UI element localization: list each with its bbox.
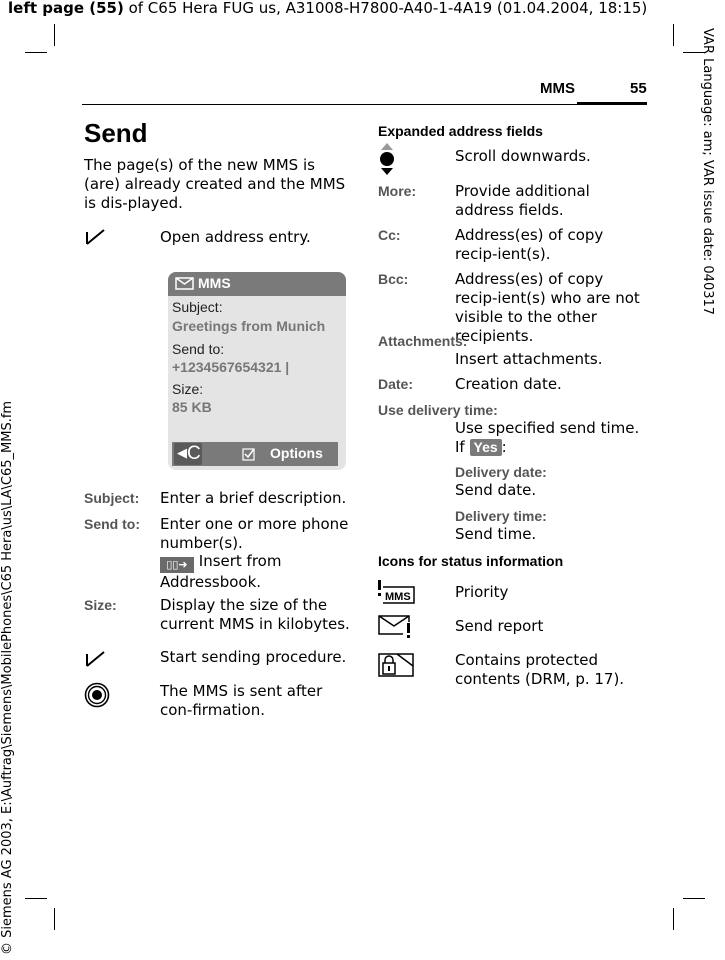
delivery-time-text: Send time.	[455, 525, 537, 543]
phone-size-label: Size:	[172, 381, 204, 397]
print-header-rest: of C65 Hera FUG us, A31008-H7800-A40-1-4A19 (01.04.2004, 18:15)	[123, 0, 648, 17]
softkey-icon	[84, 226, 108, 248]
intro-text: The page(s) of the new MMS is (are) already created and the MMS is dis-played.	[84, 156, 346, 212]
phone-sendto-label: Send to:	[172, 341, 225, 357]
size-label: Size:	[84, 597, 117, 613]
softkey-options[interactable]: Options	[270, 445, 323, 461]
header-rule	[82, 104, 577, 105]
delivery-date-label: Delivery date:	[455, 464, 547, 480]
cc-text: Address(es) of copy recip-ient(s).	[455, 226, 604, 263]
more-text: Provide additional address fields.	[455, 182, 590, 219]
print-header	[8, 0, 647, 17]
softkey-clear[interactable]	[174, 443, 202, 465]
protected-text: Contains protected contents (DRM, p. 17).	[455, 651, 625, 688]
mms-envelope-icon	[175, 277, 195, 291]
navigation-key-icon	[84, 682, 110, 708]
phone-display	[168, 272, 346, 470]
if-text: If	[455, 438, 465, 456]
priority-mms-icon	[377, 579, 417, 605]
scroll-text: Scroll downwards.	[455, 147, 591, 165]
header-rule-thick	[577, 102, 647, 105]
more-label: More:	[378, 183, 417, 199]
softkey-clear-label: C	[187, 443, 201, 464]
page-title: Send	[84, 118, 148, 148]
phone-sendto-value: +1234567654321 |	[172, 359, 290, 375]
yes-badge: Yes	[470, 439, 502, 456]
open-address-text: Open address entry.	[160, 228, 311, 246]
bcc-label: Bcc:	[378, 271, 409, 287]
confirmation-text: The MMS is sent after con-firmation.	[160, 682, 323, 719]
crop-mark	[54, 24, 55, 46]
side-text-right: VAR Language: am; VAR issue date: 040317	[700, 28, 715, 316]
expanded-heading: Expanded address fields	[378, 123, 543, 139]
softkey-icon	[84, 648, 108, 670]
crop-mark	[54, 908, 55, 930]
svg-text:MMS: MMS	[385, 591, 411, 603]
date-label: Date:	[378, 376, 414, 392]
cc-label: Cc:	[378, 227, 401, 243]
sendto-label: Send to:	[84, 516, 140, 532]
scroll-down-icon	[377, 142, 397, 176]
subject-text: Enter a brief description.	[160, 489, 347, 507]
page-number: 55	[630, 80, 647, 97]
attachments-label: Attachments:	[378, 333, 468, 349]
send-report-icon	[377, 613, 417, 639]
crop-mark	[673, 24, 674, 46]
crop-mark	[25, 52, 47, 53]
clear-arrow-icon: ◀	[177, 446, 187, 461]
delivery-text: Use specified send time.	[455, 419, 640, 437]
attachments-text: Insert attachments.	[455, 350, 603, 368]
addressbook-icon: ▯▯➜	[160, 557, 194, 573]
delivery-label: Use delivery time:	[378, 402, 498, 418]
crop-mark	[25, 898, 47, 899]
send-report-text: Send report	[455, 617, 544, 635]
phone-subject-value: Greetings from Munich	[172, 318, 326, 334]
size-text: Display the size of the current MMS in kilobytes.	[160, 596, 350, 633]
phone-title: MMS	[198, 275, 231, 291]
side-text-left: © Siemens AG 2003, E:\Auftrag\Siemens\MobilePhones\C65 Hera\us\LA\C65_MMS.fm	[0, 400, 15, 955]
phone-size-value: 85 KB	[172, 399, 212, 415]
priority-text: Priority	[455, 583, 509, 601]
bcc-text: Address(es) of copy recip-ient(s) who are not visible to the other recipients.	[455, 270, 640, 345]
if-yes-line	[455, 438, 507, 457]
addressbook-line	[160, 552, 355, 592]
phone-subject-label: Subject:	[172, 299, 223, 315]
date-text: Creation date.	[455, 375, 562, 393]
addressbook-text: Insert from Addressbook.	[160, 552, 282, 591]
delivery-time-label: Delivery time:	[455, 508, 547, 524]
if-colon: :	[501, 438, 507, 456]
crop-mark	[673, 908, 674, 930]
subject-label: Subject:	[84, 490, 140, 506]
sendto-text: Enter one or more phone number(s).	[160, 515, 349, 552]
checkbox-icon	[242, 448, 256, 462]
start-sending-text: Start sending procedure.	[160, 648, 347, 666]
drm-lock-icon	[377, 650, 417, 680]
delivery-date-text: Send date.	[455, 481, 537, 499]
print-header-bold: left page (55)	[8, 0, 124, 17]
icons-heading: Icons for status information	[378, 553, 564, 569]
section-title: MMS	[540, 80, 575, 97]
crop-mark	[683, 898, 705, 899]
